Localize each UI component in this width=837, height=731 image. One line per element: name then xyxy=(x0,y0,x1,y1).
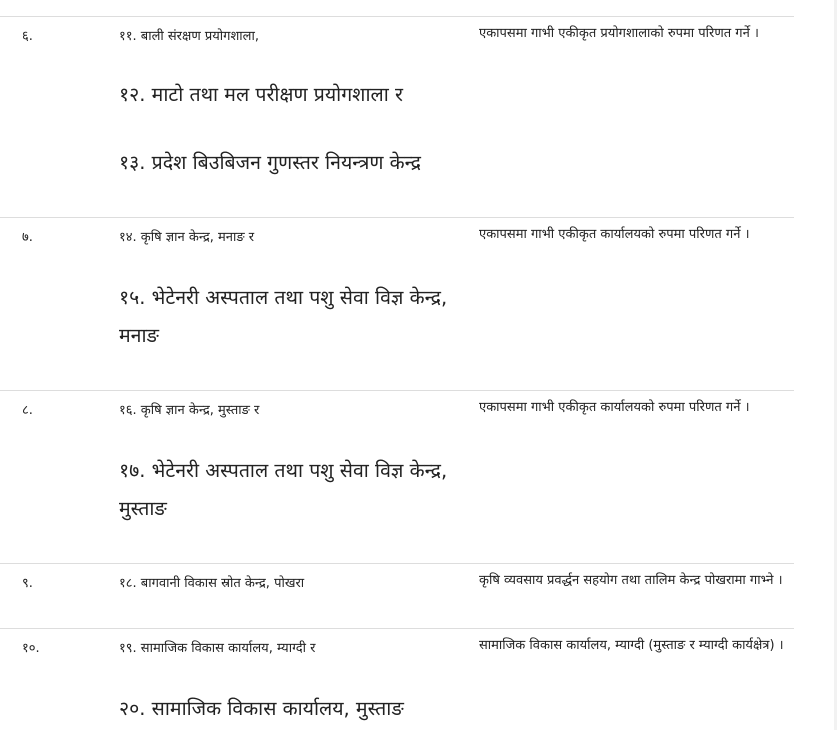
row-number: १०. xyxy=(22,641,40,656)
office-item: ११. बाली संरक्षण प्रयोगशाला, xyxy=(119,29,259,44)
office-item: १४. कृषि ज्ञान केन्द्र, मनाङ र xyxy=(119,230,255,245)
table-row xyxy=(0,16,794,218)
office-item: १५. भेटेनरी अस्पताल तथा पशु सेवा विज्ञ केन्द्र, मनाङ xyxy=(119,286,448,347)
table-row xyxy=(0,217,794,391)
decision-text: सामाजिक विकास कार्यालय, म्याग्दी (मुस्ताङ र म्याग्दी कार्यक्षेत्र) । xyxy=(479,638,784,653)
row-number: ६. xyxy=(22,29,33,44)
office-item: १६. कृषि ज्ञान केन्द्र, मुस्ताङ र xyxy=(119,403,260,418)
table-row xyxy=(0,390,794,564)
office-item: १९. सामाजिक विकास कार्यालय, म्याग्दी र xyxy=(119,641,316,656)
decision-text: कृषि व्यवसाय प्रवर्द्धन सहयोग तथा तालिम केन्द्र पोखरामा गाभ्ने । xyxy=(479,573,783,588)
row-number: ९. xyxy=(22,576,33,591)
decision-text: एकापसमा गाभी एकीकृत कार्यालयको रुपमा परिणत गर्ने । xyxy=(479,227,750,242)
office-item: १८. बागवानी विकास स्रोत केन्द्र, पोखरा xyxy=(119,576,305,591)
row-number: ७. xyxy=(22,230,33,245)
office-item: १७. भेटेनरी अस्पताल तथा पशु सेवा विज्ञ केन्द्र, मुस्ताङ xyxy=(119,459,448,520)
row-number: ८. xyxy=(22,403,33,418)
office-item: १२. माटो तथा मल परीक्षण प्रयोगशाला र xyxy=(119,83,403,106)
office-item: २०. सामाजिक विकास कार्यालय, मुस्ताङ xyxy=(119,697,404,720)
decision-text: एकापसमा गाभी एकीकृत प्रयोगशालाको रुपमा परिणत गर्ने । xyxy=(479,26,759,41)
decision-text: एकापसमा गाभी एकीकृत कार्यालयको रुपमा परिणत गर्ने । xyxy=(479,400,750,415)
table-row xyxy=(0,628,794,731)
office-item: १३. प्रदेश बिउबिजन गुणस्तर नियन्त्रण केन्द्र xyxy=(119,151,422,174)
table-row xyxy=(0,563,794,629)
